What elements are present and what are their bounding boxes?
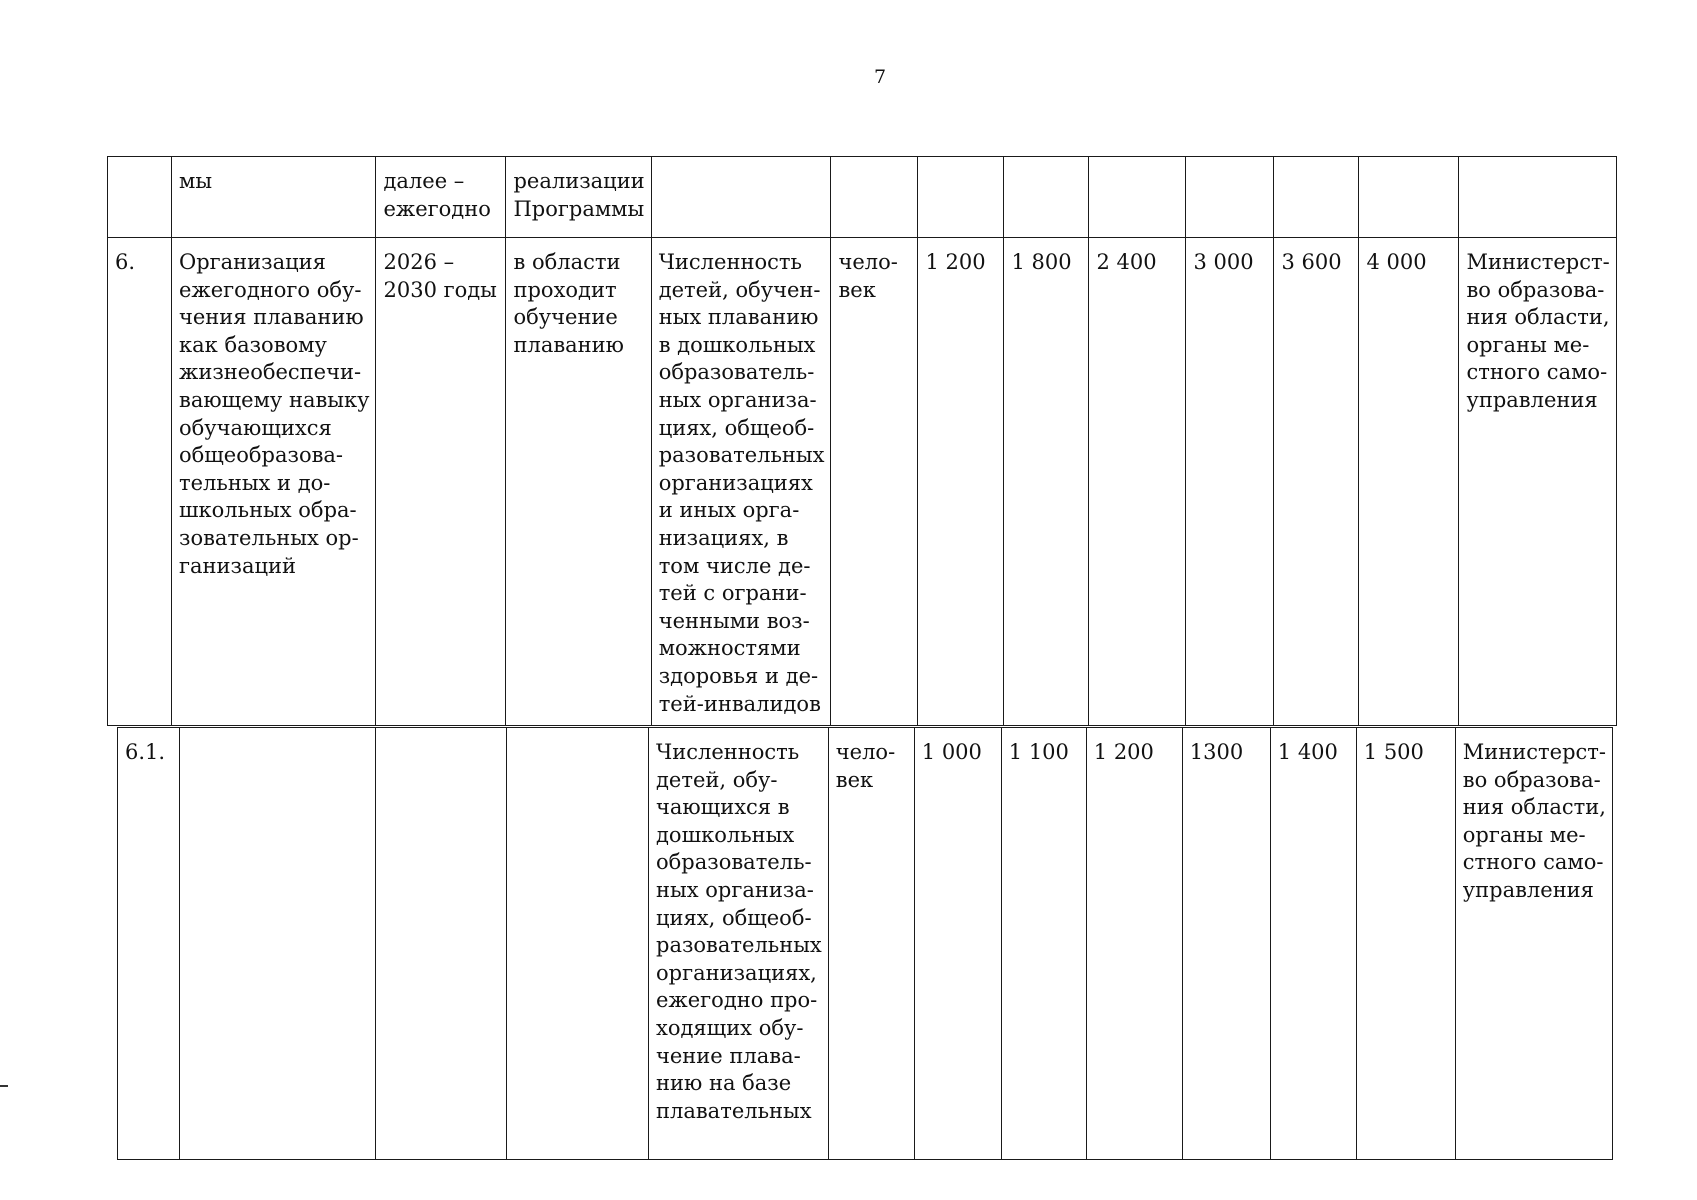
- scan-edge-mark: [0, 1085, 8, 1087]
- page-number: 7: [873, 66, 887, 88]
- measures-table-upper: [107, 156, 1617, 726]
- period-line: далее –: [383, 169, 465, 193]
- responsible-line: стного само-: [1462, 850, 1604, 875]
- indicator-line: образователь-: [656, 850, 812, 875]
- responsible-line: Министерст-: [1462, 740, 1606, 764]
- name-line: зовательных ор-: [179, 525, 359, 550]
- indicator-line: циях, общеоб-: [658, 415, 815, 440]
- value-cell: 1 000: [914, 728, 1001, 1160]
- responsible-line: ния области,: [1466, 305, 1610, 330]
- name-line: обучающихся: [179, 415, 332, 440]
- name-line: как базовому: [179, 332, 327, 357]
- value-cell: [1089, 157, 1186, 238]
- unit-line: век: [835, 767, 874, 792]
- indicator-line: разовательных: [658, 443, 825, 468]
- indicator-line: детей, обучен-: [658, 277, 821, 302]
- result-line: проходит: [513, 277, 617, 302]
- value-cell: 1 200: [918, 238, 1004, 726]
- indicator-line: здоровья и де-: [658, 663, 819, 688]
- responsible-line: во образова-: [1462, 767, 1601, 792]
- name-line: вающему навыку: [179, 387, 370, 412]
- indicator-line: образователь-: [658, 360, 815, 385]
- responsible-line: органы ме-: [1462, 822, 1586, 847]
- unit-line: чело-: [835, 740, 896, 764]
- value-cell: [1186, 157, 1274, 238]
- name-line: ганизаций: [179, 553, 296, 578]
- indicator-line: ежегодно про-: [656, 988, 818, 1013]
- num-cell: 6.: [108, 238, 172, 726]
- num-cell: [108, 157, 172, 238]
- indicator-cell: [651, 157, 831, 238]
- result-cell: [507, 728, 649, 1160]
- indicator-line: Численность: [658, 250, 802, 274]
- value-cell: 1 800: [1004, 238, 1089, 726]
- responsible-cell: [1455, 728, 1612, 1160]
- indicator-line: ных организа-: [658, 387, 817, 412]
- unit-cell: [828, 728, 914, 1160]
- result-line: реализации: [513, 169, 645, 193]
- result-cell: [506, 157, 651, 238]
- value-cell: [1004, 157, 1089, 238]
- indicator-line: ходящих обу-: [656, 1015, 804, 1040]
- responsible-line: стного само-: [1466, 360, 1608, 385]
- period-line: 2030 годы: [383, 277, 497, 302]
- table-row: [118, 728, 1613, 1160]
- name-line: общеобразова-: [179, 443, 344, 468]
- indicator-line: организациях: [658, 470, 813, 495]
- indicator-line: и иных орга-: [658, 498, 800, 523]
- unit-line: век: [838, 277, 876, 302]
- period-line: 2026 –: [383, 250, 455, 274]
- responsible-line: Министерст-: [1466, 250, 1610, 274]
- responsible-line: управления: [1466, 387, 1598, 412]
- indicator-line: дошкольных: [656, 822, 795, 847]
- responsible-line: ния области,: [1462, 795, 1606, 820]
- num-cell: 6.1.: [118, 728, 180, 1160]
- result-line: Программы: [513, 196, 645, 221]
- value-cell: 1 400: [1270, 728, 1356, 1160]
- unit-cell: [831, 157, 918, 238]
- result-line: в области: [513, 250, 621, 274]
- indicator-line: том числе де-: [658, 553, 811, 578]
- result-line: обучение: [513, 305, 618, 330]
- value-cell: [1274, 157, 1359, 238]
- unit-cell: [831, 238, 918, 726]
- value-cell: 1 100: [1001, 728, 1086, 1160]
- value-cell: 3 000: [1186, 238, 1274, 726]
- indicator-line: тей-инвалидов: [658, 691, 821, 716]
- result-line: плаванию: [513, 332, 624, 357]
- indicator-line: разовательных: [656, 933, 822, 958]
- name-cell: [172, 157, 376, 238]
- unit-line: чело-: [838, 250, 898, 274]
- result-cell: [506, 238, 651, 726]
- value-cell: 2 400: [1089, 238, 1186, 726]
- indicator-line: можностями: [658, 636, 801, 661]
- responsible-line: управления: [1462, 877, 1594, 902]
- indicator-cell: [651, 238, 831, 726]
- value-cell: 1300: [1182, 728, 1270, 1160]
- period-cell: [376, 728, 507, 1160]
- indicator-line: детей, обу-: [656, 767, 778, 792]
- period-cell: [376, 238, 506, 726]
- responsible-line: органы ме-: [1466, 332, 1590, 357]
- indicator-line: ных организа-: [656, 877, 814, 902]
- measures-table-lower: [117, 727, 1613, 1160]
- table-row: [108, 238, 1617, 726]
- name-line: школьных обра-: [179, 498, 357, 523]
- indicator-line: низациях, в: [658, 525, 789, 550]
- indicator-cell: [649, 728, 829, 1160]
- period-line: ежегодно: [383, 196, 491, 221]
- name-cell: [180, 728, 376, 1160]
- name-line: ежегодного обу-: [179, 277, 362, 302]
- name-line: жизнеобеспечи-: [179, 360, 362, 385]
- name-line: чения плаванию: [179, 305, 364, 330]
- indicator-line: нию на базе: [656, 1071, 792, 1096]
- continuation-row: [108, 157, 1617, 238]
- name-line: Организация: [179, 250, 326, 274]
- responsible-cell: [1459, 157, 1616, 238]
- indicator-line: циях, общеоб-: [656, 905, 812, 930]
- name-line: мы: [179, 169, 213, 193]
- name-line: тельных и до-: [179, 470, 331, 495]
- indicator-line: чение плава-: [656, 1043, 801, 1068]
- indicator-line: ченными воз-: [658, 608, 810, 633]
- indicator-line: тей с ограни-: [658, 581, 807, 606]
- indicator-line: в дошкольных: [658, 332, 816, 357]
- responsible-line: во образова-: [1466, 277, 1605, 302]
- value-cell: 1 500: [1356, 728, 1455, 1160]
- indicator-line: ных плаванию: [658, 305, 819, 330]
- value-cell: 1 200: [1086, 728, 1182, 1160]
- responsible-cell: [1459, 238, 1616, 726]
- indicator-line: чающихся в: [656, 795, 790, 820]
- name-cell: [172, 238, 376, 726]
- indicator-line: плавательных: [656, 1098, 812, 1123]
- value-cell: 3 600: [1274, 238, 1359, 726]
- value-cell: 4 000: [1359, 238, 1459, 726]
- indicator-line: организациях,: [656, 960, 817, 985]
- period-cell: [376, 157, 506, 238]
- value-cell: [918, 157, 1004, 238]
- indicator-line: Численность: [656, 740, 800, 764]
- value-cell: [1359, 157, 1459, 238]
